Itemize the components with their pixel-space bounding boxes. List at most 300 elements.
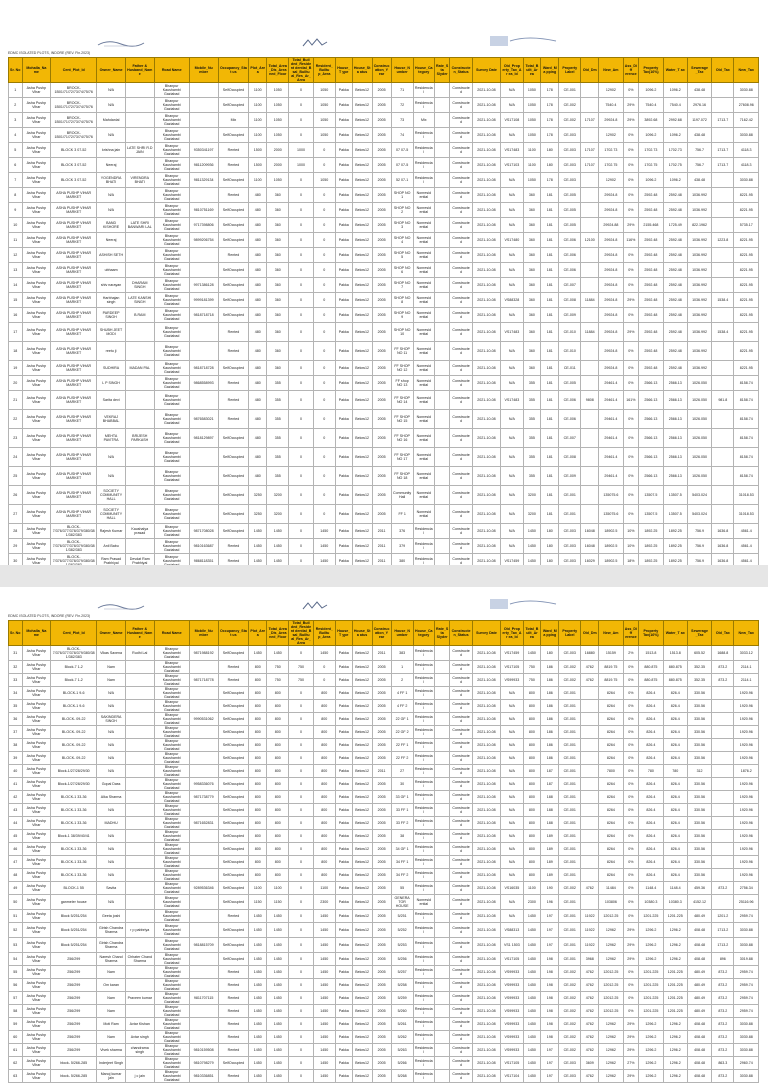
table-cell: 2005 bbox=[372, 278, 391, 293]
table-cell: Residencial bbox=[413, 791, 434, 804]
table-cell bbox=[189, 830, 218, 843]
table-cell: 12962 bbox=[599, 1044, 623, 1057]
column-header: Old_Dm bbox=[581, 58, 599, 83]
table-cell: 2005 bbox=[372, 486, 391, 505]
table-cell: SelfOccupied bbox=[218, 882, 249, 895]
column-header: Mobile_Nu mber bbox=[189, 621, 218, 646]
table-cell: shiv narayan bbox=[97, 278, 126, 293]
table-cell: 198 bbox=[541, 953, 559, 966]
table-cell: 1920.96 bbox=[734, 830, 759, 843]
table-cell: 33 FF 1 bbox=[391, 804, 413, 817]
table-cell bbox=[434, 188, 450, 203]
table-cell: Constructe d bbox=[450, 323, 472, 342]
table-cell: 2005 bbox=[372, 1070, 391, 1083]
table-cell: Block-7 1-2 bbox=[51, 674, 97, 687]
table-cell: LATE KANSHI SINGH bbox=[125, 293, 154, 308]
table-cell: Bhanpur Kaushambi bbox=[154, 554, 189, 569]
table-cell: CE-003 bbox=[559, 173, 581, 188]
table-cell: CE-002 bbox=[559, 674, 581, 687]
table-cell: 8264 bbox=[599, 817, 623, 830]
table-cell: 0% bbox=[623, 505, 639, 524]
table-cell bbox=[434, 505, 450, 524]
table-cell: 0 bbox=[289, 938, 313, 953]
table-cell: Pakka bbox=[335, 869, 352, 882]
table-cell: 330.56 bbox=[687, 869, 711, 882]
table-cell: Pakka bbox=[335, 505, 352, 524]
table-cell: 12 bbox=[9, 248, 23, 263]
table-cell: 1450 bbox=[249, 554, 267, 569]
table-cell bbox=[434, 308, 450, 323]
table-cell: 0 bbox=[289, 1018, 313, 1031]
table-cell: Asha Pushp Vihar bbox=[22, 429, 51, 448]
table-cell: Pakka bbox=[335, 646, 352, 661]
table-cell: 189 bbox=[541, 830, 559, 843]
table-cell bbox=[581, 83, 599, 98]
table-cell: Pakka bbox=[335, 687, 352, 700]
table-cell: 2592.48 bbox=[663, 188, 687, 203]
table-cell: Residencial bbox=[413, 646, 434, 661]
table-cell: BLOCK-1 9-6 bbox=[51, 687, 97, 700]
table-cell: Rented bbox=[218, 410, 249, 429]
table-cell: SelfOccupied bbox=[218, 923, 249, 938]
table-cell bbox=[125, 830, 154, 843]
table-cell: 9971386128 bbox=[189, 278, 218, 293]
table-cell: 2005 bbox=[372, 429, 391, 448]
table-cell: Bhanpur Kaushambi Gaziabad bbox=[154, 1031, 189, 1044]
table-cell: 800 bbox=[523, 700, 541, 713]
table-cell: 800 bbox=[523, 726, 541, 739]
table-cell: 800 bbox=[249, 713, 267, 726]
table-cell: 800 bbox=[249, 674, 267, 687]
table-cell: 1450 bbox=[267, 979, 289, 992]
table-cell: Rented bbox=[218, 1018, 249, 1031]
table-cell: 1876.2 bbox=[734, 765, 759, 778]
table-cell bbox=[125, 448, 154, 467]
table-cell: Below12 bbox=[352, 791, 372, 804]
table-cell: Constructe d bbox=[450, 248, 472, 263]
table-cell bbox=[712, 856, 734, 869]
table-cell: 2566.13 bbox=[639, 376, 663, 391]
table-cell: 800 bbox=[249, 856, 267, 869]
municipal-logo bbox=[96, 36, 146, 50]
table-cell: 29461.4 bbox=[599, 467, 623, 486]
table-cell: Constructe d bbox=[450, 83, 472, 98]
table-cell: 0% bbox=[623, 739, 639, 752]
table-cell: CE-001 bbox=[559, 778, 581, 791]
table-cell: 181 bbox=[541, 278, 559, 293]
table-cell: 480 bbox=[249, 323, 267, 342]
table-cell: Bhanpur Kaushambi Gaziabad bbox=[154, 938, 189, 953]
table-cell bbox=[434, 1018, 450, 1031]
column-header: Ward_Ma pping bbox=[541, 58, 559, 83]
table-cell: Harbhajan singh bbox=[97, 293, 126, 308]
emblem-logo bbox=[300, 599, 330, 613]
table-cell: N/A bbox=[501, 726, 523, 739]
table-cell: 1296.2 bbox=[639, 938, 663, 953]
table-cell: 5/256 bbox=[391, 953, 413, 966]
table-row bbox=[9, 188, 759, 203]
table-cell: 1100 bbox=[249, 128, 267, 143]
table-cell: 1100 bbox=[313, 882, 335, 895]
table-cell bbox=[189, 923, 218, 938]
table-cell: BLOCK- 09-22 bbox=[51, 726, 97, 739]
table-cell: SelfOccupied bbox=[218, 856, 249, 869]
table-cell: VS17483 bbox=[501, 391, 523, 410]
table-cell: Asha Pushp Vihar bbox=[22, 1057, 51, 1070]
table-cell: 1450 bbox=[249, 966, 267, 979]
table-cell: 45 bbox=[9, 830, 23, 843]
table-cell bbox=[125, 203, 154, 218]
column-header: Total_B uilt_Ar ea bbox=[523, 58, 541, 83]
table-cell: 2011 bbox=[372, 646, 391, 661]
table-cell: Nonresid ential bbox=[413, 278, 434, 293]
table-cell: 2021-10-08 bbox=[472, 1005, 501, 1018]
table-cell: 2566.13 bbox=[663, 448, 687, 467]
table-cell: Below12 bbox=[352, 293, 372, 308]
table-cell: 34 FF 1 bbox=[391, 856, 413, 869]
table-cell: 2021-10-08 bbox=[472, 429, 501, 448]
table-cell: 17107 bbox=[581, 113, 599, 128]
table-cell: 480 bbox=[249, 278, 267, 293]
table-cell: 0% bbox=[623, 342, 639, 361]
column-header: Plot_Area bbox=[249, 621, 267, 646]
table-cell: Bhanpur Kaushambi Gaziabad bbox=[154, 661, 189, 674]
table-cell: 52 bbox=[9, 923, 23, 938]
table-cell: 0 bbox=[289, 1031, 313, 1044]
table-cell: 5/268 bbox=[391, 1070, 413, 1083]
table-cell bbox=[189, 739, 218, 752]
table-cell: 800 bbox=[313, 804, 335, 817]
table-cell: N/A bbox=[501, 817, 523, 830]
table-cell: Asha Pushp Vihar bbox=[22, 817, 51, 830]
table-cell: 3609 bbox=[581, 1057, 599, 1070]
table-cell: Pakka bbox=[335, 1057, 352, 1070]
table-cell: 2021-10-08 bbox=[472, 1031, 501, 1044]
column-header: Mohalla_Na me bbox=[22, 58, 51, 83]
table-cell: Nonresid ential bbox=[413, 342, 434, 361]
table-cell: 9871718778 bbox=[189, 674, 218, 687]
table-cell: Pakka bbox=[335, 429, 352, 448]
table-cell: 0% bbox=[623, 830, 639, 843]
table-cell: Rented bbox=[218, 391, 249, 410]
table-cell: 1920.96 bbox=[734, 687, 759, 700]
column-header: Old_Dm bbox=[581, 621, 599, 646]
table-cell: CE-006 bbox=[559, 410, 581, 429]
column-header: New_Tax bbox=[734, 621, 759, 646]
table-cell: N/A bbox=[501, 524, 523, 539]
table-cell: 1100 bbox=[249, 882, 267, 895]
table-cell: Asha Pushp Vihar bbox=[22, 713, 51, 726]
table-cell: 800 bbox=[267, 752, 289, 765]
table-cell bbox=[712, 361, 734, 376]
survey-logo bbox=[488, 34, 558, 48]
table-cell: 2005 bbox=[372, 687, 391, 700]
table-cell: CE-003 bbox=[559, 143, 581, 158]
table-cell: 0 bbox=[289, 979, 313, 992]
table-cell bbox=[434, 791, 450, 804]
table-cell: 9871988192 bbox=[189, 646, 218, 661]
table-cell: N/A bbox=[501, 830, 523, 843]
table-cell: N/A bbox=[97, 869, 126, 882]
table-cell: 1050 bbox=[523, 173, 541, 188]
table-cell: 11884 bbox=[581, 323, 599, 342]
table-cell: 8264 bbox=[599, 856, 623, 869]
table-cell: 2592.48 bbox=[663, 308, 687, 323]
table-cell: 2011 bbox=[372, 524, 391, 539]
table-cell: Constructe d bbox=[450, 910, 472, 923]
column-header: House_Ca tegory bbox=[413, 58, 434, 83]
table-cell: Residencial bbox=[413, 713, 434, 726]
table-row bbox=[9, 966, 759, 979]
table-cell bbox=[189, 1005, 218, 1018]
table-cell: SelfOccupied bbox=[218, 726, 249, 739]
table-cell: 0 bbox=[289, 882, 313, 895]
table-cell: 8158.74 bbox=[734, 391, 759, 410]
table-cell: 2021-10-08 bbox=[472, 83, 501, 98]
table-cell: 18% bbox=[623, 554, 639, 569]
table-cell bbox=[712, 895, 734, 910]
table-cell: 0% bbox=[623, 188, 639, 203]
table-cell: 3033.12 bbox=[734, 646, 759, 661]
table-cell: 12962 bbox=[599, 1031, 623, 1044]
table-cell: 29 bbox=[9, 539, 23, 554]
table-cell: BROCK-1B01/71/72/73/74/75/76 bbox=[51, 128, 97, 143]
table-cell: Pakka bbox=[335, 233, 352, 248]
table-cell: 28 bbox=[9, 524, 23, 539]
table-cell: 360 bbox=[267, 342, 289, 361]
table-cell: Pakka bbox=[335, 218, 352, 233]
table-cell: 1201.225 bbox=[663, 979, 687, 992]
table-cell bbox=[434, 726, 450, 739]
table-cell: 800 bbox=[523, 830, 541, 843]
table-cell: 29% bbox=[623, 953, 639, 966]
table-cell: 8819.75 bbox=[599, 674, 623, 687]
table-cell: Pakka bbox=[335, 992, 352, 1005]
table-cell: N/A bbox=[501, 486, 523, 505]
table-cell: 800 bbox=[523, 791, 541, 804]
table-cell: 2021-10-08 bbox=[472, 1057, 501, 1070]
table-cell: Rented bbox=[218, 910, 249, 923]
table-cell: Pakka bbox=[335, 342, 352, 361]
table-cell: CE-001 bbox=[559, 938, 581, 953]
table-cell: 1036.992 bbox=[687, 188, 711, 203]
table-cell bbox=[581, 98, 599, 113]
table-cell: 2005 bbox=[372, 391, 391, 410]
table-cell: 355 bbox=[267, 467, 289, 486]
table-cell: Asha Pushp Vihar bbox=[22, 687, 51, 700]
table-cell: 16 bbox=[9, 308, 23, 323]
column-header: Total_Buil ded_Resident dential_B sal_Builtu al_Res_Ar_Area bbox=[290, 621, 312, 645]
table-cell: 1100 bbox=[249, 98, 267, 113]
table-cell: 2592.48 bbox=[663, 203, 687, 218]
table-cell: 2021-10-08 bbox=[472, 765, 501, 778]
table-cell: 826.4 bbox=[639, 778, 663, 791]
table-cell: 0 bbox=[313, 674, 335, 687]
table-cell: 480 bbox=[249, 248, 267, 263]
table-cell: 181 bbox=[541, 342, 559, 361]
table-cell: 2021-10-08 bbox=[472, 830, 501, 843]
table-cell bbox=[434, 700, 450, 713]
table-cell: Below12 bbox=[352, 554, 372, 569]
table-cell: Bhanpur Kaushambi Gaziabad bbox=[154, 739, 189, 752]
table-cell: N/A bbox=[97, 843, 126, 856]
table-cell: 4 FF 1 bbox=[391, 687, 413, 700]
table-cell: 12012.25 bbox=[599, 979, 623, 992]
table-cell: VS17459 bbox=[501, 554, 523, 569]
table-cell: Rented bbox=[218, 554, 249, 569]
table-cell: 1050 bbox=[267, 128, 289, 143]
table-cell: 1450 bbox=[249, 1070, 267, 1083]
table-cell: 438.48 bbox=[687, 173, 711, 188]
table-cell: 1450 bbox=[313, 646, 335, 661]
table-cell: 360 bbox=[523, 248, 541, 263]
table-cell: Vikas Saxena bbox=[97, 646, 126, 661]
table-cell bbox=[434, 687, 450, 700]
table-row bbox=[9, 661, 759, 674]
table-cell: 2 bbox=[9, 98, 23, 113]
table-cell: Residencial bbox=[413, 98, 434, 113]
table-cell: PARDEEP SINGH bbox=[97, 308, 126, 323]
table-cell: Constructe d bbox=[450, 539, 472, 554]
table-cell: VS1 1503 bbox=[501, 938, 523, 953]
column-header: New_Tax bbox=[734, 58, 759, 83]
table-cell: 2021-10-08 bbox=[472, 804, 501, 817]
table-cell: 873.2 bbox=[712, 1018, 734, 1031]
table-cell: Nonresid ential bbox=[413, 376, 434, 391]
column-header: Owner_Name bbox=[97, 621, 126, 646]
table-header-row bbox=[9, 621, 759, 646]
table-cell: CE-005 bbox=[559, 203, 581, 218]
table-cell: VS17480 bbox=[501, 233, 523, 248]
table-cell: 71 bbox=[391, 83, 413, 98]
table-cell: 360 bbox=[267, 188, 289, 203]
table-cell: 0% bbox=[623, 687, 639, 700]
table-cell: 0 bbox=[289, 1070, 313, 1083]
table-cell: MADHU bbox=[97, 817, 126, 830]
table-cell: Rented bbox=[218, 539, 249, 554]
table-cell: Below12 bbox=[352, 376, 372, 391]
table-cell: FF SHOP NO 12 bbox=[391, 361, 413, 376]
table-cell: 2592.48 bbox=[639, 263, 663, 278]
table-cell: N/A bbox=[97, 128, 126, 143]
table-cell: 1636.8 bbox=[712, 554, 734, 569]
table-cell bbox=[434, 143, 450, 158]
property-table-page-2 bbox=[8, 620, 759, 1083]
table-cell: B.RAM bbox=[125, 308, 154, 323]
table-cell: SelfOccupied bbox=[218, 713, 249, 726]
table-cell: 1450 bbox=[267, 1005, 289, 1018]
table-cell bbox=[189, 752, 218, 765]
table-cell: 0 bbox=[289, 505, 313, 524]
table-row bbox=[9, 910, 759, 923]
table-cell: 9818129897 bbox=[189, 429, 218, 448]
table-cell: 7540.4 bbox=[639, 98, 663, 113]
table-cell: 36 bbox=[9, 713, 23, 726]
table-cell bbox=[189, 910, 218, 923]
table-cell: 800 bbox=[523, 804, 541, 817]
table-row bbox=[9, 953, 759, 966]
table-cell: 1450 bbox=[313, 554, 335, 569]
table-cell: 360 bbox=[523, 218, 541, 233]
table-cell: 873.2 bbox=[712, 661, 734, 674]
table-cell bbox=[189, 856, 218, 869]
table-cell: VS17483 bbox=[501, 143, 523, 158]
table-cell: BRIJESH PARKASH bbox=[125, 429, 154, 448]
table-cell: 4762 bbox=[581, 1005, 599, 1018]
table-cell: 360 bbox=[523, 203, 541, 218]
table-cell: SelfOccupied bbox=[218, 429, 249, 448]
table-cell: CE-001 bbox=[559, 726, 581, 739]
table-cell: 1450 bbox=[313, 524, 335, 539]
table-cell: 0 bbox=[289, 98, 313, 113]
table-cell bbox=[712, 203, 734, 218]
table-cell: 360 bbox=[267, 248, 289, 263]
table-cell: 330.56 bbox=[687, 804, 711, 817]
table-cell: 2005 bbox=[372, 966, 391, 979]
table-cell bbox=[712, 778, 734, 791]
table-cell: 0 bbox=[289, 524, 313, 539]
table-cell: SHOP NO 8 bbox=[391, 293, 413, 308]
table-cell: 181 bbox=[541, 203, 559, 218]
table-cell: 2021-10-08 bbox=[472, 448, 501, 467]
table-cell: 10380.3 bbox=[663, 895, 687, 910]
table-cell: Residencial bbox=[413, 1018, 434, 1031]
table-cell: Rented bbox=[218, 342, 249, 361]
table-cell: Bhanpur Kaushambi Gaziabad bbox=[154, 687, 189, 700]
table-cell: 8221.95 bbox=[734, 203, 759, 218]
table-cell: 32 bbox=[9, 661, 23, 674]
table-cell: Below12 bbox=[352, 830, 372, 843]
table-cell: Asha Pushp Vihar bbox=[22, 376, 51, 391]
table-cell bbox=[125, 765, 154, 778]
table-cell: 0 bbox=[289, 248, 313, 263]
table-cell: 360 bbox=[523, 342, 541, 361]
table-cell: Asha Pushp Vihar bbox=[22, 361, 51, 376]
table-cell: 0% bbox=[623, 726, 639, 739]
table-cell: 5/257 bbox=[391, 966, 413, 979]
table-cell: ASHA PUSHP VIHAR MARKET bbox=[51, 486, 97, 505]
table-cell: 1036.992 bbox=[687, 342, 711, 361]
table-cell: 2566.13 bbox=[663, 429, 687, 448]
table-row bbox=[9, 1070, 759, 1083]
table-cell: Below12 bbox=[352, 83, 372, 98]
table-cell: 4152.12 bbox=[687, 895, 711, 910]
table-cell: 8221.95 bbox=[734, 293, 759, 308]
table-cell: 0 bbox=[289, 752, 313, 765]
table-cell: 800 bbox=[523, 765, 541, 778]
table-cell: Ram Prasad Prabhiyal bbox=[97, 554, 126, 569]
table-cell: N/A bbox=[501, 843, 523, 856]
table-cell: Below12 bbox=[352, 188, 372, 203]
table-cell: VS17105 bbox=[501, 661, 523, 674]
table-cell: 0 bbox=[289, 895, 313, 910]
column-header: Road Name bbox=[154, 58, 189, 83]
table-cell: Constructe d bbox=[450, 173, 472, 188]
table-cell: 57 bbox=[9, 992, 23, 1005]
table-cell: 1201.2 bbox=[712, 910, 734, 923]
table-cell: 22 GF 1 bbox=[391, 713, 413, 726]
table-cell: Pakka bbox=[335, 188, 352, 203]
table-cell: 1538.4 bbox=[712, 293, 734, 308]
table-cell: 3250 bbox=[249, 505, 267, 524]
table-cell: 4561.4 bbox=[734, 524, 759, 539]
table-cell: 981.8 bbox=[712, 391, 734, 410]
table-cell: 330.56 bbox=[687, 778, 711, 791]
column-header: Mobile_Nu mber bbox=[189, 58, 218, 83]
table-cell: 12012.25 bbox=[599, 992, 623, 1005]
table-cell: VS17105 bbox=[501, 953, 523, 966]
table-cell: Asha Pushp Vihar bbox=[22, 554, 51, 569]
